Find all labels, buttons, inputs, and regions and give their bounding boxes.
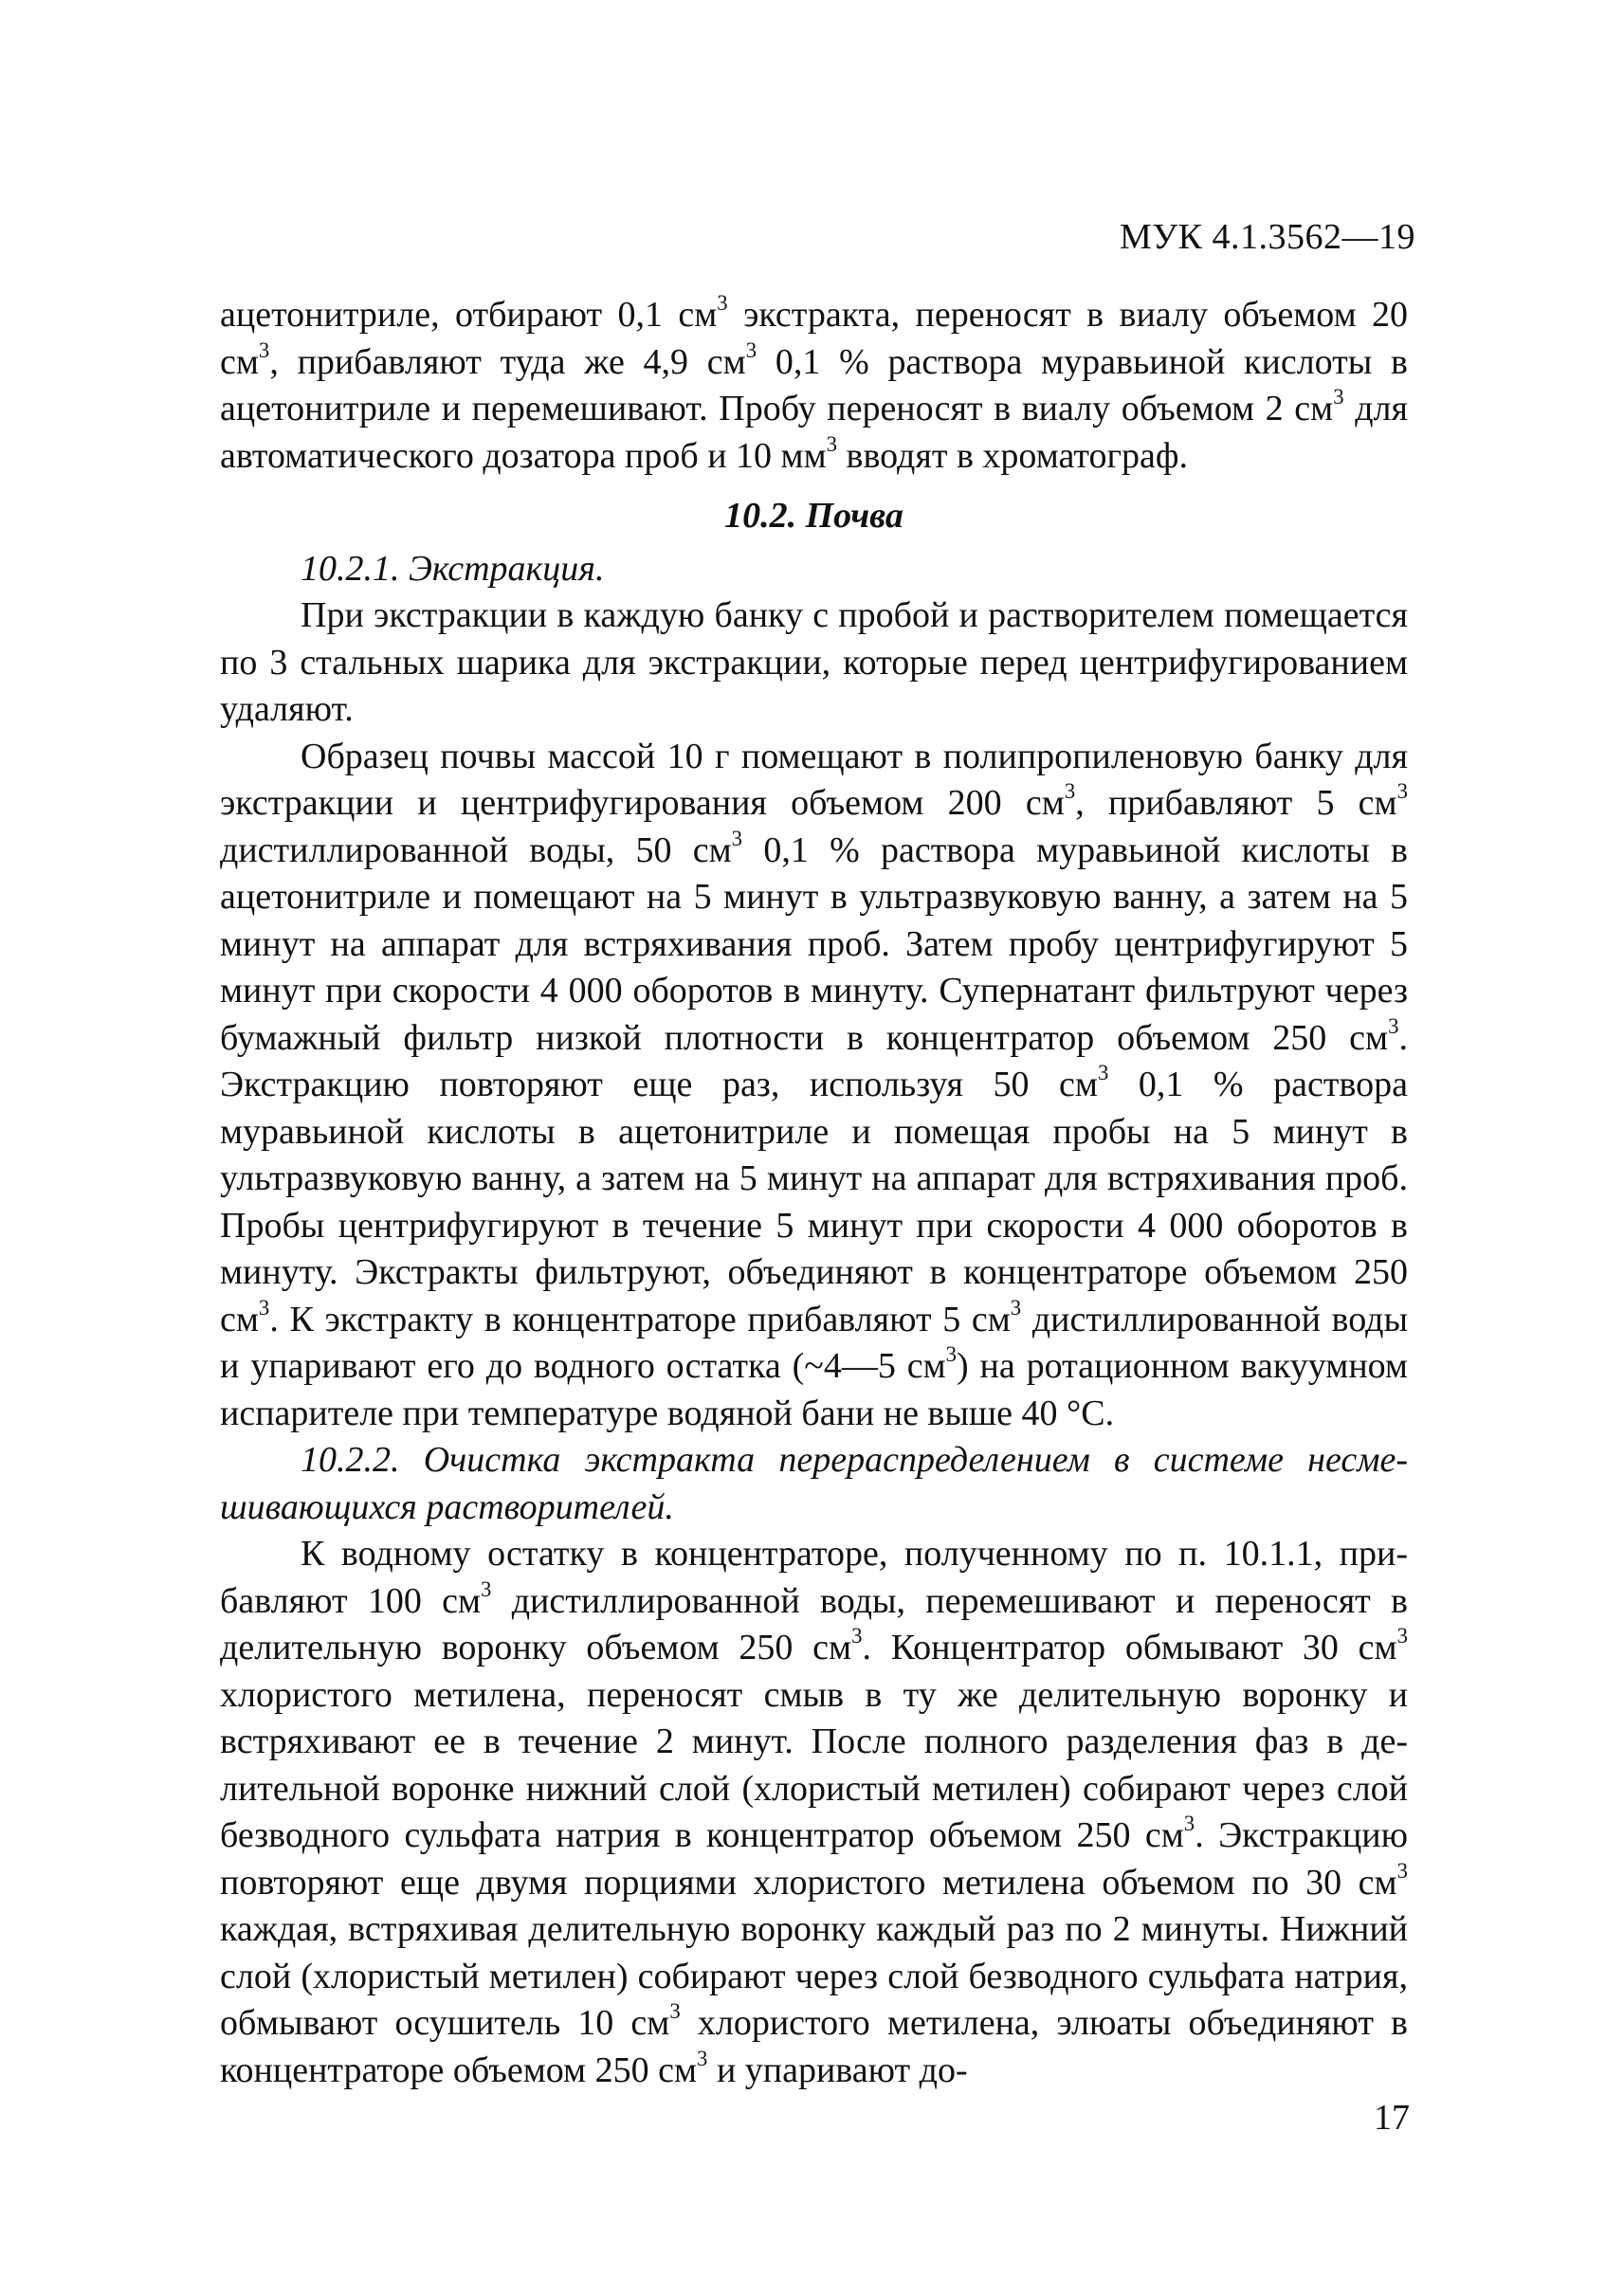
text-run: 10.2.1. Экстракция. bbox=[301, 548, 605, 589]
text-run: дистиллированной воды, 50 см bbox=[220, 829, 732, 870]
superscript-exponent: 3 bbox=[1183, 1811, 1195, 1835]
text-run: При экстракции в каждую банку с пробой и растворителем помещается по 3 стальных шарика для экстракции, которые перед центрифугированием удаляют. bbox=[220, 595, 1408, 729]
text-run: 0,1 % раствора муравьиной кислоты в ацетонитриле и помещая пробы на 5 минут в ультразвуковую ванну, а затем на 5 минут на аппарат для встряхивания проб. Пробы центрифугируют в течение 5 минут при скорости 4 000 оборотов в минуту. Экстракты фильтруют, объединяют в концентраторе объемом 250 см bbox=[220, 1065, 1409, 1339]
text-run: . Экстракцию повторяют еще раз, используя 50 см bbox=[220, 1017, 1408, 1104]
superscript-exponent: 3 bbox=[1064, 778, 1076, 803]
text-run: ацетонитриле, отбирают 0,1 см bbox=[220, 295, 718, 335]
paragraph-extraction-balls bbox=[220, 592, 1408, 734]
text-run: ) на ротационном вакуумном испарителе при температуре водяной бани не выше 40 °С. bbox=[220, 1346, 1408, 1433]
paragraph-soil-sample-procedure bbox=[220, 734, 1408, 1438]
superscript-exponent: 3 bbox=[697, 2046, 708, 2070]
text-run: Образец почвы массой 10 г помещают в полипропиленовую банку для экстракции и центрифугирования объемом 200 см bbox=[220, 736, 1408, 823]
text-run: . К экстракту в концентраторе прибавляют 5 см bbox=[269, 1299, 1011, 1339]
superscript-exponent: 3 bbox=[1097, 1060, 1109, 1084]
superscript-exponent: 3 bbox=[1333, 384, 1344, 409]
text-run: экстракта, переносят в виалу объемом 20 см bbox=[220, 295, 1408, 382]
page-number: 17 bbox=[1374, 2098, 1410, 2138]
text-run: , прибавляют 5 см bbox=[1075, 783, 1397, 823]
superscript-exponent: 3 bbox=[1010, 1295, 1022, 1320]
superscript-exponent: 3 bbox=[1396, 1623, 1408, 1648]
paragraph-cleanup-procedure bbox=[220, 1531, 1408, 2094]
text-run: и упаривают до- bbox=[707, 2049, 968, 2090]
text-run: . Экстракцию повторяют еще двумя порциями хлористого метилена объемом по 30 см bbox=[220, 1815, 1408, 1903]
superscript-exponent: 3 bbox=[1396, 1858, 1408, 1883]
text-run: , прибавляют туда же 4,9 см bbox=[269, 341, 746, 382]
superscript-exponent: 3 bbox=[258, 1295, 270, 1320]
superscript-exponent: 3 bbox=[731, 826, 743, 850]
superscript-exponent: 3 bbox=[826, 431, 838, 456]
text-run: вводят в хроматограф. bbox=[837, 435, 1189, 476]
text-run: хлористого метилена, элюаты объединяют в концентраторе объемом 250 см bbox=[220, 2003, 1408, 2090]
section-title-soil bbox=[220, 493, 1408, 540]
subsection-cleanup-title bbox=[220, 1437, 1408, 1531]
superscript-exponent: 3 bbox=[717, 290, 728, 315]
text-run: 0,1 % раствора муравьиной кислоты в ацетонитриле и помещают на 5 минут в ультразвуковую ванну, а затем на 5 минут на аппарат для встряхивания проб. Затем пробу центрифугируют 5 минут при скорости 4 000 оборотов в минуту. Супернатант фильтруют через бумажный фильтр низкой плотности в концентратор объемом 250 см bbox=[220, 829, 1408, 1058]
text-run: хлористого метилена, переносят смыв в ту же делительную воронку и встряхивают ее в течение 2 минут. После полного разделения фаз в делительной воронке нижний слой (хлористый метилен) собирают через слой безводного сульфата натрия в концентратор объемом 250 см bbox=[220, 1674, 1408, 1855]
document-code-header: МУК 4.1.3562—19 bbox=[1119, 217, 1415, 257]
text-run: для автоматического дозатора проб и 10 мм bbox=[220, 389, 1409, 476]
text-run: 10.2.2. Очистка экстракта перераспределением в системе несмешивающихся растворителей. bbox=[220, 1440, 1408, 1527]
superscript-exponent: 3 bbox=[258, 337, 270, 362]
text-run: дистиллированной воды, перемешивают и переносят в делительную воронку объемом 250 см bbox=[220, 1580, 1408, 1667]
superscript-exponent: 3 bbox=[481, 1576, 492, 1601]
paragraph-continued bbox=[220, 292, 1408, 480]
text-run: 0,1 % раствора муравьиной кислоты в ацетонитриле и перемешивают. Пробу переносят в виалу объемом 2 см bbox=[220, 341, 1408, 428]
superscript-exponent: 3 bbox=[745, 337, 757, 362]
text-run: дистиллированной воды и упаривают его до водного остатка (~4—5 см bbox=[220, 1299, 1408, 1386]
superscript-exponent: 3 bbox=[1388, 1013, 1399, 1038]
superscript-exponent: 3 bbox=[1396, 778, 1408, 803]
text-run: каждая, встряхивая делительную воронку каждый раз по 2 минуты. Нижний слой (хлористый метилен) собирают через слой безводного сульфата натрия, обмывают осушитель 10 см bbox=[220, 1909, 1408, 2043]
text-run: . Концентратор обмывают 30 см bbox=[862, 1628, 1397, 1667]
superscript-exponent: 3 bbox=[945, 1341, 958, 1366]
text-run: К водному остатку в концентраторе, полученному по п. 10.1.1, прибавляют 100 см bbox=[220, 1534, 1408, 1621]
text-run: 10.2. Почва bbox=[724, 496, 903, 536]
superscript-exponent: 3 bbox=[669, 1998, 681, 2023]
subsection-extraction-title bbox=[220, 546, 1408, 593]
superscript-exponent: 3 bbox=[851, 1623, 863, 1648]
document-body bbox=[220, 292, 1408, 2094]
